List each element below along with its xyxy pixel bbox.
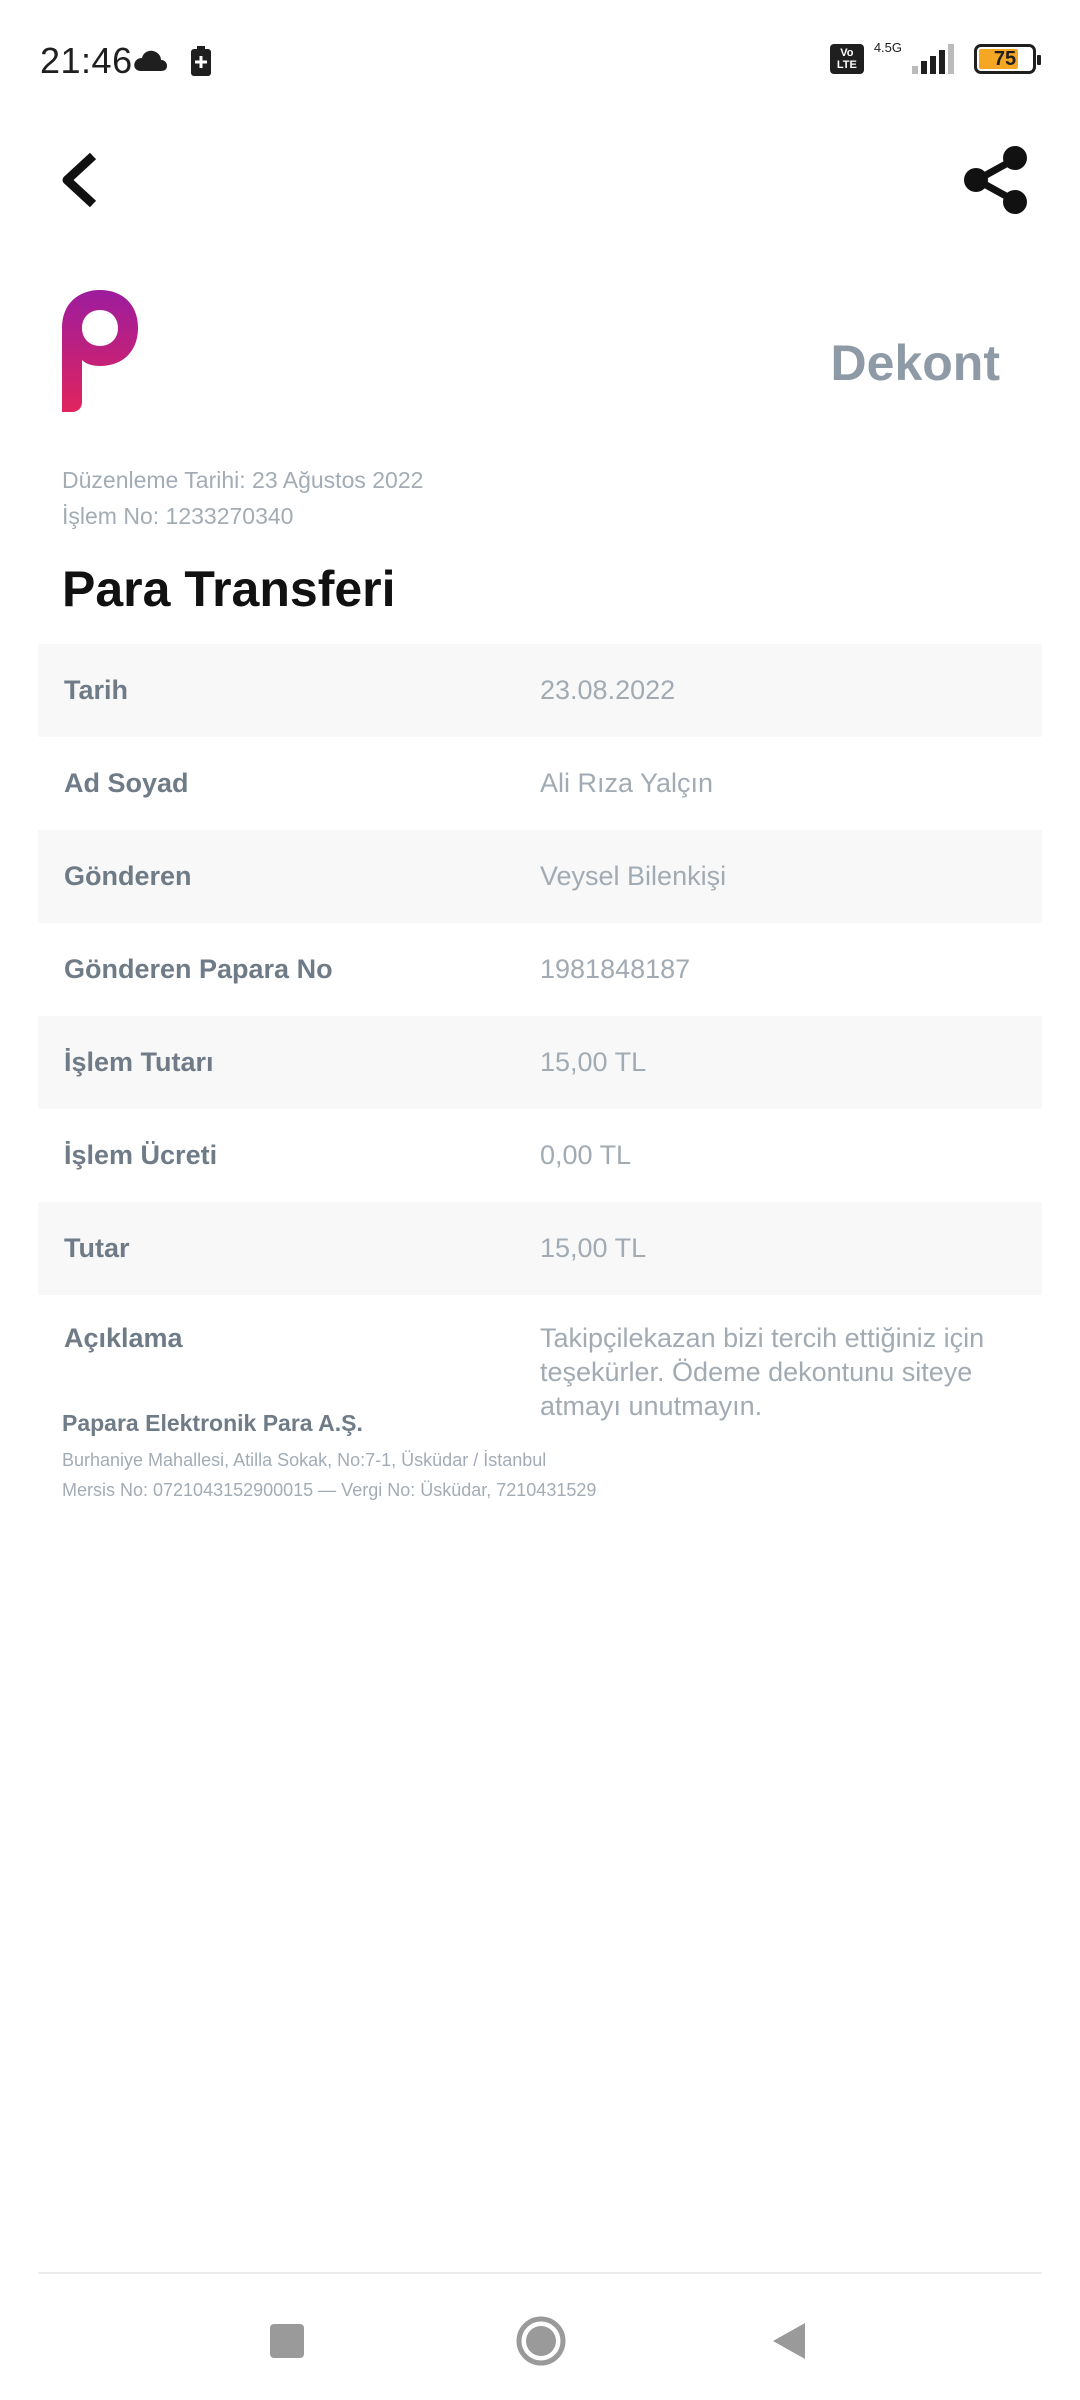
detail-value: Veysel Bilenkişi [540,861,727,891]
home-icon [515,2315,567,2367]
nav-divider [38,2272,1042,2274]
share-icon [963,145,1029,215]
detail-label: Gönderen Papara No [64,954,333,984]
status-time: 21:46 [40,40,133,81]
detail-value: 15,00 TL [540,1047,647,1077]
detail-row-transaction-amount [38,1016,1042,1109]
back-arrow-icon [57,150,101,210]
detail-value: 1981848187 [540,954,691,984]
detail-value: Ali Rıza Yalçın [540,768,714,798]
receipt-meta [62,462,423,534]
detail-row-fee [38,1109,1042,1202]
document-title: Dekont [830,335,1000,391]
details-table [38,644,1042,1421]
detail-row-sender [38,830,1042,923]
volte-icon [830,44,864,74]
detail-label: Tutar [64,1233,130,1263]
nav-back-button[interactable] [754,2306,824,2376]
system-nav-bar [0,2276,1080,2400]
detail-row-description [38,1295,1042,1421]
detail-value: 23.08.2022 [540,675,676,705]
battery-icon [974,44,1036,74]
volte-label-bottom: LTE [836,59,857,71]
papara-logo [62,290,138,412]
detail-label: Tarih [64,675,129,705]
recent-apps-button[interactable] [252,2306,322,2376]
battery-level: 75 [993,48,1017,70]
transaction-number: İşlem No: 1233270340 [62,503,294,529]
status-right-icons [830,39,1036,74]
detail-row-date [38,644,1042,737]
company-info [62,1410,596,1505]
detail-value: 15,00 TL [540,1233,647,1263]
volte-label-top: Vo [840,47,854,59]
battery-tip [1037,55,1041,65]
detail-value: Takipçilekazan bizi tercih ettiğiniz için teşekürler. Ödeme dekontunu siteye atmayı unutmayın. [540,1323,985,1421]
company-name: Papara Elektronik Para A.Ş. [62,1410,363,1436]
detail-value: 0,00 TL [540,1140,632,1170]
receipt-title: Para Transferi [62,561,396,617]
detail-label: Ad Soyad [64,768,189,798]
recent-apps-icon [270,2324,304,2358]
home-button[interactable] [506,2306,576,2376]
detail-row-total [38,1202,1042,1295]
signal-icon [912,44,954,74]
share-button[interactable] [956,140,1036,220]
issue-date: Düzenleme Tarihi: 23 Ağustos 2022 [62,467,424,493]
nav-back-icon [771,2321,807,2361]
detail-row-name [38,737,1042,830]
detail-label: İşlem Tutarı [64,1047,214,1077]
detail-row-sender-no [38,923,1042,1016]
cloud-icon [132,49,168,73]
status-bar [0,0,1080,128]
detail-label: İşlem Ücreti [64,1140,218,1170]
network-type-label: 4.5G [873,39,902,55]
battery-saver-icon [190,46,212,76]
detail-label: Gönderen [64,861,192,891]
company-registry: Mersis No: 0721043152900015 — Vergi No: Üsküdar, 7210431529 [62,1480,597,1500]
detail-label: Açıklama [64,1323,183,1353]
back-button[interactable] [44,140,114,220]
status-left-icons [132,46,212,76]
company-address: Burhaniye Mahallesi, Atilla Sokak, No:7-1, Üsküdar / İstanbul [62,1450,547,1470]
